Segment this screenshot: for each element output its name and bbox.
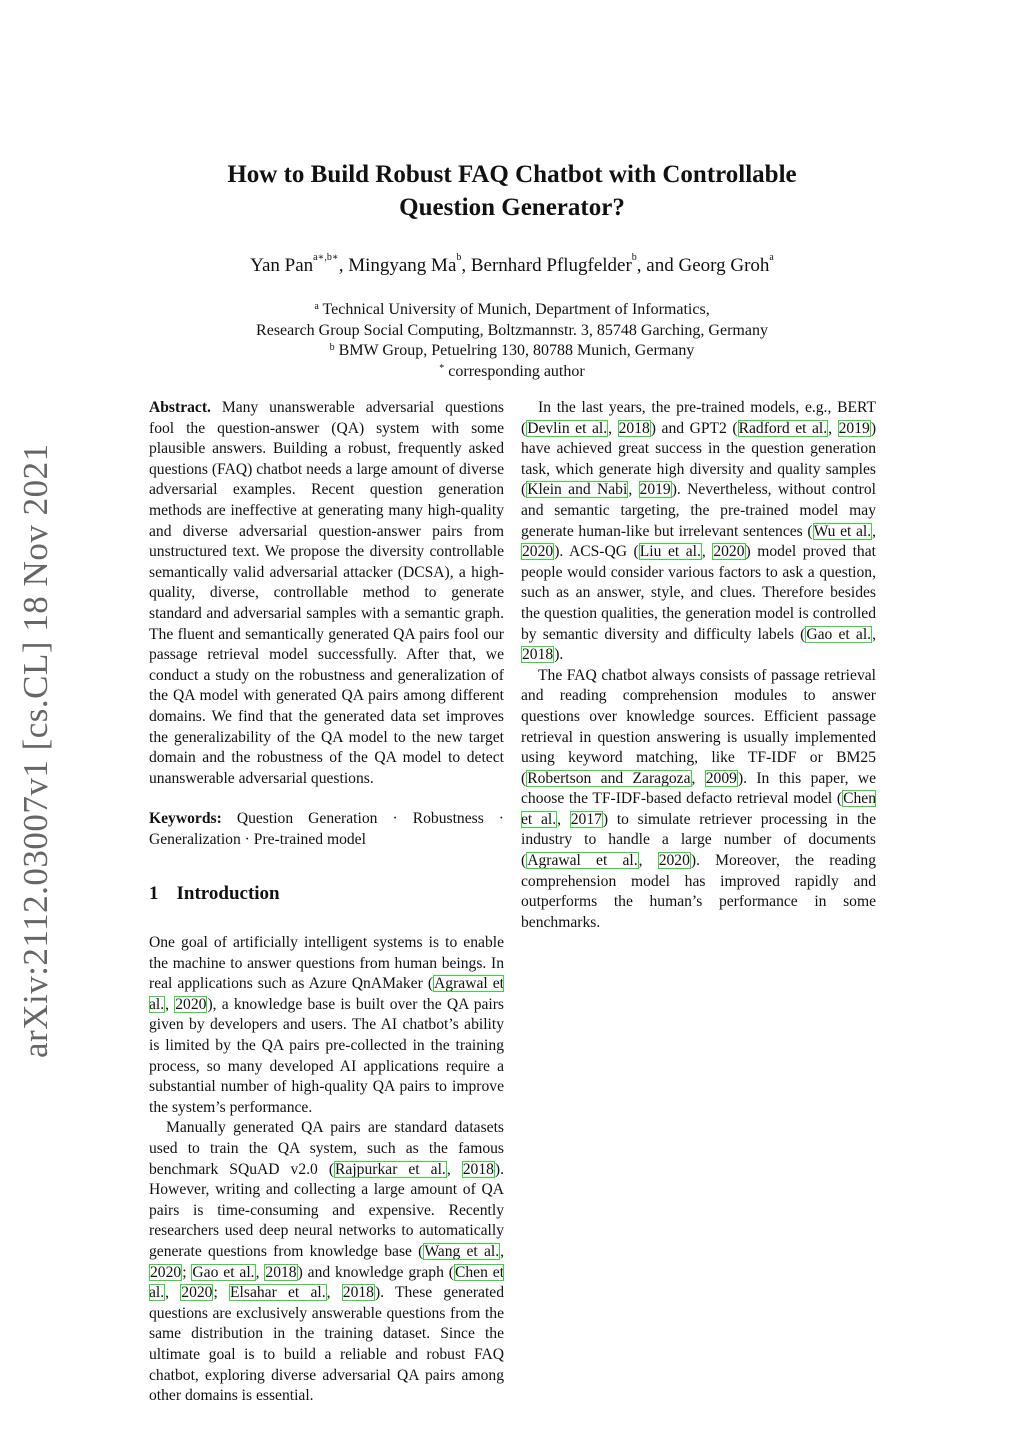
author-separator: , — [461, 255, 471, 276]
citation-link[interactable]: Radford et al. — [738, 419, 828, 437]
citation-link[interactable]: 2009 — [705, 769, 737, 787]
affil-text: corresponding author — [448, 362, 585, 380]
citation-link[interactable]: 2018 — [462, 1160, 494, 1178]
affil-mark: a — [314, 301, 319, 312]
citation-link[interactable]: Agrawal et al. — [149, 975, 505, 1013]
keywords-text: Question Generation · Robustness · Generalization · Pre-trained model — [149, 810, 504, 848]
author-affil-mark: a∗,b∗ — [313, 252, 339, 263]
citation-link[interactable]: Gao et al. — [192, 1263, 255, 1281]
left-column — [149, 398, 504, 1407]
citation-link[interactable]: 2017 — [570, 810, 602, 828]
citation-link[interactable]: 2020 — [175, 995, 207, 1013]
citation-link[interactable]: Chen et al. — [521, 790, 876, 828]
abstract — [149, 398, 504, 789]
affil-mark: b — [329, 342, 335, 353]
citation-link[interactable]: 2019 — [639, 481, 671, 499]
affiliations — [0, 300, 1024, 382]
citation-link[interactable]: Rajpurkar et al. — [335, 1160, 446, 1178]
citation-link[interactable]: 2020 — [150, 1263, 182, 1281]
affiliation-a-cont: Research Group Social Computing, Boltzmannstr. 3, 85748 Garching, Germany — [256, 321, 768, 339]
affiliation-b — [0, 341, 1024, 362]
section-heading — [149, 884, 504, 905]
author-affil-mark: a — [769, 252, 774, 263]
paper-title — [0, 158, 1024, 224]
citation-link[interactable]: Liu et al. — [639, 543, 701, 561]
section-title: Introduction — [176, 883, 280, 905]
citation-link[interactable]: 2018 — [342, 1284, 374, 1302]
author-name: Yan Pan — [250, 255, 314, 276]
citation-link[interactable]: 2019 — [838, 419, 870, 437]
keywords-label: Keywords: — [149, 810, 222, 828]
affil-mark: * — [439, 362, 445, 374]
title-line-2: Question Generator? — [399, 194, 625, 221]
author-name: Mingyang Ma — [348, 255, 457, 276]
citation-link[interactable]: Gao et al. — [806, 625, 872, 643]
affil-text: Technical University of Munich, Department of Informatics, — [322, 301, 710, 318]
citation-link[interactable]: 2020 — [658, 852, 690, 870]
citation-link[interactable]: Wang et al. — [424, 1242, 500, 1260]
intro-paragraph-1: One goal of artificially intelligent systems is to enable the machine to answer questions from human beings. In real applications such as Azure QnAMaker (Agrawal et al., 2020), a knowledge base is built over the QA pairs given by developers and users. The AI chatbot’s ability is limited by the QA pairs pre-collected in the training process, so many developed AI applications require a substantial number of high-quality QA pairs to improve the system’s performance. — [149, 934, 505, 1116]
arxiv-identifier: arXiv:2112.03007v1 [cs.CL] 18 Nov 2021 — [16, 443, 55, 1058]
author-separator: , — [338, 255, 349, 276]
citation-link[interactable]: 2018 — [265, 1263, 297, 1281]
affiliation-a — [0, 300, 1024, 321]
citation-link[interactable]: Robertson and Zaragoza — [527, 769, 691, 787]
citation-link[interactable]: Klein and Nabi — [527, 481, 628, 499]
intro-paragraph-3: In the last years, the pre-trained models, e.g., BERT (Devlin et al., 2018) and GPT2 (Radford et al., 2019) have achieved great success in the question generation task, which generate high diversity and quality samples (Klein and Nabi, 2019). Nevertheless, without control and semantic targeting, the pre-trained model may generate human-like but irrelevant sentences (Wu et al., 2020). ACS-QG (Liu et al., 2020) model proved that people would consider various factors to ask a question, such as an answer, style, and clues. Therefore besides the question qualities, the generation model is controlled by semantic diversity and difficulty labels (Gao et al., 2018). — [521, 399, 877, 664]
section-number: 1 — [149, 883, 159, 905]
citation-link[interactable]: Wu et al. — [813, 522, 872, 540]
title-line-1: How to Build Robust FAQ Chatbot with Controllable — [227, 161, 797, 188]
abstract-label: Abstract. — [149, 399, 211, 416]
citation-link[interactable]: Devlin et al. — [527, 419, 608, 437]
intro-paragraph-2: Manually generated QA pairs are standard datasets used to train the QA system, such as the famous benchmark SQuAD v2.0 (Rajpurkar et al., 2018). However, writing and collecting a large amount of QA pairs is time-consuming and expensive. Recently researchers used deep neural networks to automatically generate questions from knowledge base (Wang et al., 2020; Gao et al., 2018) and knowledge graph (Chen et al., 2020; Elsahar et al., 2018). These generated questions are exclusively answerable questions from the same distribution in the training dataset. Since the ultimate goal is to build a reliable and robust FAQ chatbot, exploring diverse adversarial QA pairs among other domains is essential. — [149, 1119, 505, 1405]
author-separator: , and — [636, 255, 679, 276]
author-list — [0, 252, 1024, 277]
author-name: Georg Groh — [678, 255, 770, 276]
citation-link[interactable]: 2020 — [181, 1284, 213, 1302]
citation-link[interactable]: 2020 — [713, 543, 745, 561]
author-affil-mark: b — [456, 252, 462, 263]
affil-text: BMW Group, Petuelring 130, 80788 Munich, Germany — [338, 342, 695, 359]
author-affil-mark: b — [631, 252, 637, 263]
citation-link[interactable]: Agrawal et al. — [527, 852, 638, 870]
citation-link[interactable]: 2018 — [522, 646, 554, 664]
citation-link[interactable]: Chen et al. — [149, 1263, 505, 1302]
citation-link[interactable]: 2018 — [618, 419, 650, 437]
right-column — [521, 398, 876, 933]
intro-paragraph-4: The FAQ chatbot always consists of passage retrieval and reading comprehension modules to answer questions over knowledge sources. Efficient passage retrieval in question answering is usually implemented using keyword matching, like TF-IDF or BM25 (Robertson and Zaragoza, 2009). In this paper, we choose the TF-IDF-based defacto retrieval model (Chen et al., 2017) to simulate retriever processing in the industry to handle a large number of documents (Agrawal et al., 2020). Moreover, the reading comprehension model has improved rapidly and outperforms the human’s performance in some benchmarks. — [521, 666, 877, 931]
keywords — [149, 809, 504, 850]
citation-link[interactable]: 2020 — [522, 543, 554, 561]
citation-link[interactable]: Elsahar et al. — [230, 1284, 326, 1302]
abstract-text: Many unanswerable adversarial questions fool the question-answer (QA) system with some plausible answers. Building a robust, frequently asked questions (FAQ) chatbot needs a large amount of diverse adversarial examples. Recent question generation methods are ineffective at generating many high-quality and diverse adversarial question-answer pairs from unstructured text. We propose the diversity controllable semantically valid adversarial attacker (DCSA), a high-quality, diverse, controllable method to generate standard and adversarial samples with a semantic graph. The fluent and semantically generated QA pairs fool our passage retrieval model successfully. After that, we conduct a study on the robustness and generalization of the QA model with generated QA pairs among different domains. We find that the generated data set improves the generalizability of the QA model to the new target domain and the robustness of the QA model to detect unanswerable adversarial questions. — [149, 399, 504, 787]
corresponding-note — [0, 362, 1024, 383]
author-name: Bernhard Pflugfelder — [470, 255, 632, 276]
